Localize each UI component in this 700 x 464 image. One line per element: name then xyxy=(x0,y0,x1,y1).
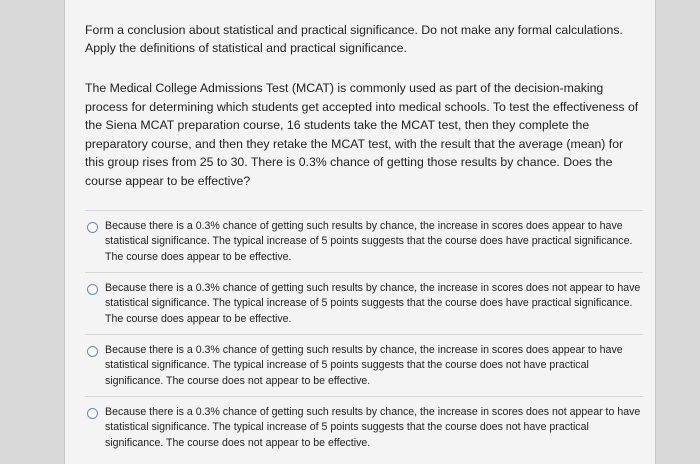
answer-option-b[interactable] xyxy=(85,272,643,334)
question-text: The Medical College Admissions Test (MCAT) is commonly used as part of the decision-making process for determining which students get accepted into medical schools. To test the effectiveness of the Siena MCAT preparation course, 16 students take the MCAT test, then they complete the preparatory course, and then they retake the MCAT test, with the result that the average (mean) for this group rises from 25 to 30. There is 0.3% chance of getting those results by chance. Does the course appear to be effective? xyxy=(85,81,639,188)
radio-button-icon[interactable] xyxy=(87,346,98,357)
answer-option-label: Because there is a 0.3% chance of getting such results by chance, the increase in scores does appear to have statistical significance. The typical increase of 5 points suggests that the course does have practical significance. The course does appear to be effective. xyxy=(105,220,633,263)
radio-button-icon[interactable] xyxy=(87,222,98,233)
answer-option-label: Because there is a 0.3% chance of getting such results by chance, the increase in scores does appear to have statistical significance. The typical increase of 5 points suggests that the course does not have practical significance. The course does not appear to be effective. xyxy=(105,344,623,387)
answer-option-a[interactable] xyxy=(85,210,643,272)
answer-option-d[interactable] xyxy=(85,396,643,458)
radio-button-icon[interactable] xyxy=(87,408,98,419)
instructions-text: Form a conclusion about statistical and practical significance. Do not make any formal calculations. Apply the definitions of statistical and practical significance. xyxy=(85,23,623,55)
radio-button-icon[interactable] xyxy=(87,284,98,295)
answer-option-label: Because there is a 0.3% chance of getting such results by chance, the increase in scores does not appear to have statistical significance. The typical increase of 5 points suggests that the course does not have practical significance. The course does not appear to be effective. xyxy=(105,406,641,449)
answer-option-c[interactable] xyxy=(85,334,643,396)
question-panel xyxy=(64,0,656,464)
answer-option-label: Because there is a 0.3% chance of getting such results by chance, the increase in scores does not appear to have statistical significance. The typical increase of 5 points suggests that the course does have practical significance. The course does appear to be effective. xyxy=(105,282,641,325)
answer-options xyxy=(85,210,643,458)
